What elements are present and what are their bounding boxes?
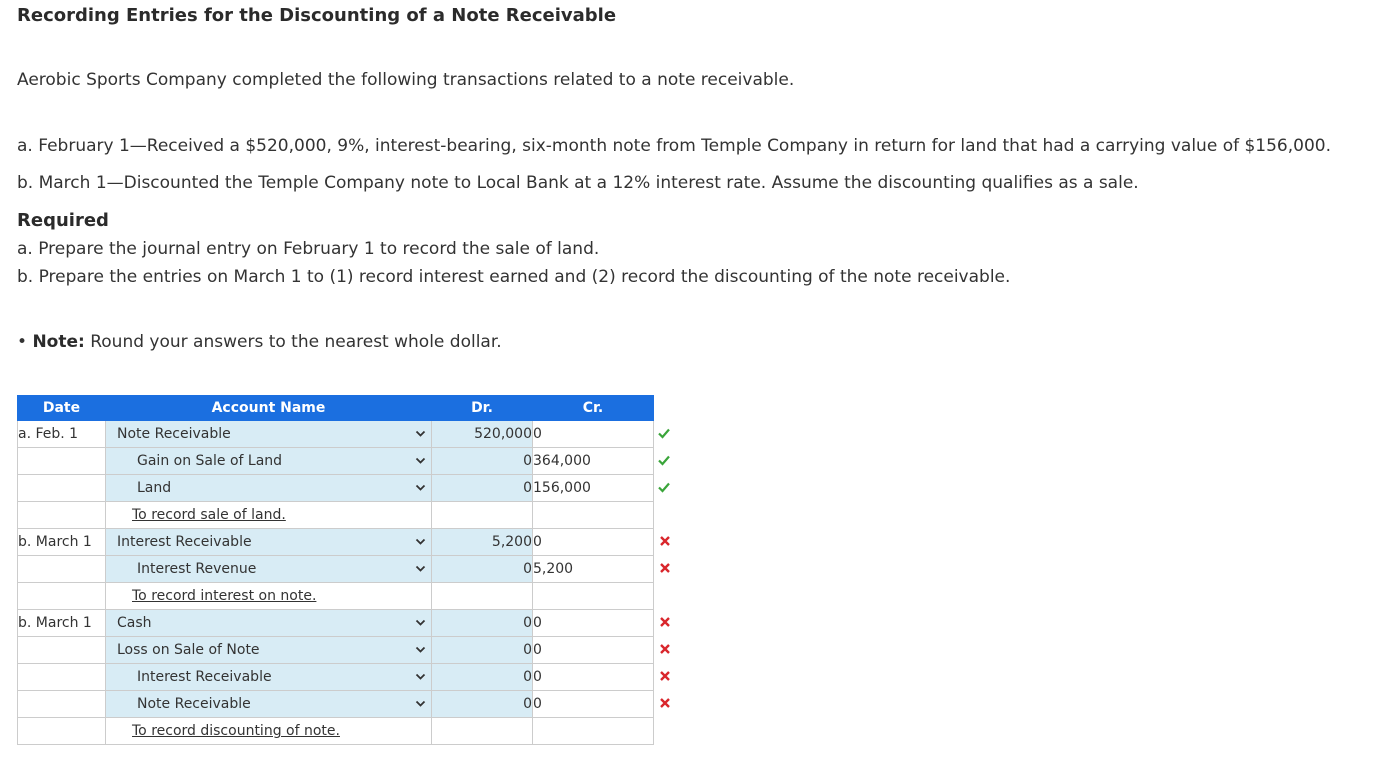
debit-cell — [432, 502, 533, 529]
date-cell — [18, 691, 106, 718]
chevron-down-icon — [415, 644, 426, 655]
journal-entry-table — [17, 395, 654, 745]
check-icon — [657, 480, 671, 494]
account-select[interactable] — [106, 610, 432, 637]
credit-input[interactable]: 364,000 — [533, 453, 591, 469]
chevron-down-icon — [415, 617, 426, 628]
account-name: Note Receivable — [117, 426, 231, 442]
credit-input[interactable]: 156,000 — [533, 480, 591, 496]
memo-link[interactable]: To record interest on note. — [132, 588, 317, 604]
account-name: Interest Receivable — [117, 534, 252, 550]
account-select[interactable] — [106, 448, 432, 475]
credit-input[interactable]: 0 — [533, 669, 542, 685]
date-cell: b. March 1 — [18, 610, 106, 637]
credit-input[interactable]: 0 — [533, 426, 542, 442]
date-cell: b. March 1 — [18, 529, 106, 556]
journal-body — [18, 421, 654, 745]
page-title: Recording Entries for the Discounting of a Note Receivable — [17, 5, 617, 26]
debit-input[interactable]: 0 — [432, 664, 533, 691]
header-date: Date — [18, 396, 106, 421]
header-account-name: Account Name — [106, 396, 432, 421]
table-row — [18, 664, 654, 691]
credit-cell — [533, 556, 654, 583]
account-name: Note Receivable — [137, 696, 251, 712]
credit-cell — [533, 502, 654, 529]
credit-cell — [533, 610, 654, 637]
debit-input[interactable]: 0 — [432, 610, 533, 637]
debit-input[interactable]: 0 — [432, 637, 533, 664]
header-debit: Dr. — [432, 396, 533, 421]
table-row — [18, 448, 654, 475]
memo-row — [18, 718, 654, 745]
credit-cell — [533, 529, 654, 556]
intro-text: Aerobic Sports Company completed the following transactions related to a note receivable. — [17, 70, 795, 90]
debit-input[interactable]: 5,200 — [432, 529, 533, 556]
chevron-down-icon — [415, 482, 426, 493]
debit-cell — [432, 718, 533, 745]
account-select[interactable] — [106, 664, 432, 691]
credit-input[interactable]: 0 — [533, 642, 542, 658]
credit-cell — [533, 637, 654, 664]
check-icon — [657, 426, 671, 440]
chevron-down-icon — [415, 698, 426, 709]
x-icon — [658, 642, 672, 656]
table-row — [18, 610, 654, 637]
memo-link[interactable]: To record sale of land. — [132, 507, 286, 523]
account-name: Interest Revenue — [137, 561, 257, 577]
rounding-note — [17, 332, 502, 352]
chevron-down-icon — [415, 428, 426, 439]
memo-row — [18, 502, 654, 529]
memo-cell — [106, 583, 432, 610]
check-icon — [657, 453, 671, 467]
requirement-b: b. Prepare the entries on March 1 to (1) record interest earned and (2) record the discounting of the note receivable. — [17, 267, 1011, 287]
note-label: Note: — [32, 332, 85, 352]
credit-input[interactable]: 0 — [533, 696, 542, 712]
account-select[interactable] — [106, 556, 432, 583]
account-select[interactable] — [106, 691, 432, 718]
date-cell — [18, 475, 106, 502]
memo-row — [18, 583, 654, 610]
debit-input[interactable]: 520,000 — [432, 421, 533, 448]
credit-cell — [533, 448, 654, 475]
chevron-down-icon — [415, 455, 426, 466]
table-row — [18, 529, 654, 556]
x-icon — [658, 615, 672, 629]
credit-input[interactable]: 5,200 — [533, 561, 574, 577]
table-row — [18, 637, 654, 664]
required-heading: Required — [17, 210, 109, 231]
credit-cell — [533, 421, 654, 448]
account-name: Interest Receivable — [137, 669, 272, 685]
x-icon — [658, 696, 672, 710]
table-header-row — [18, 396, 654, 421]
x-icon — [658, 561, 672, 575]
date-cell — [18, 664, 106, 691]
account-select[interactable] — [106, 475, 432, 502]
account-name: Loss on Sale of Note — [117, 642, 260, 658]
date-cell — [18, 556, 106, 583]
account-select[interactable] — [106, 529, 432, 556]
account-select[interactable] — [106, 421, 432, 448]
transaction-b: b. March 1—Discounted the Temple Company note to Local Bank at a 12% interest rate. Assume the discounting qualifies as a sale. — [17, 173, 1139, 193]
credit-input[interactable]: 0 — [533, 534, 542, 550]
chevron-down-icon — [415, 671, 426, 682]
credit-cell — [533, 475, 654, 502]
date-cell — [18, 637, 106, 664]
memo-link[interactable]: To record discounting of note. — [132, 723, 340, 739]
x-icon — [658, 534, 672, 548]
x-icon — [658, 669, 672, 683]
date-cell — [18, 583, 106, 610]
credit-cell — [533, 691, 654, 718]
table-row — [18, 691, 654, 718]
credit-cell — [533, 664, 654, 691]
credit-input[interactable]: 0 — [533, 615, 542, 631]
transaction-a: a. February 1—Received a $520,000, 9%, interest-bearing, six-month note from Temple Company in return for land that had a carrying value of $156,000. — [17, 136, 1331, 156]
date-cell — [18, 502, 106, 529]
chevron-down-icon — [415, 536, 426, 547]
date-cell — [18, 448, 106, 475]
debit-input[interactable]: 0 — [432, 556, 533, 583]
table-row — [18, 475, 654, 502]
credit-cell — [533, 718, 654, 745]
memo-cell — [106, 718, 432, 745]
debit-cell — [432, 583, 533, 610]
debit-input[interactable]: 0 — [432, 448, 533, 475]
account-name: Land — [137, 480, 172, 496]
table-row — [18, 421, 654, 448]
date-cell — [18, 718, 106, 745]
account-select[interactable] — [106, 637, 432, 664]
bullet-icon: • — [17, 332, 28, 352]
debit-input[interactable]: 0 — [432, 475, 533, 502]
debit-input[interactable]: 0 — [432, 691, 533, 718]
account-name: Cash — [117, 615, 152, 631]
requirement-a: a. Prepare the journal entry on February 1 to record the sale of land. — [17, 239, 600, 259]
memo-cell — [106, 502, 432, 529]
credit-cell — [533, 583, 654, 610]
date-cell: a. Feb. 1 — [18, 421, 106, 448]
account-name: Gain on Sale of Land — [137, 453, 283, 469]
note-text: Round your answers to the nearest whole dollar. — [84, 332, 502, 352]
chevron-down-icon — [415, 563, 426, 574]
table-row — [18, 556, 654, 583]
header-credit: Cr. — [533, 396, 654, 421]
